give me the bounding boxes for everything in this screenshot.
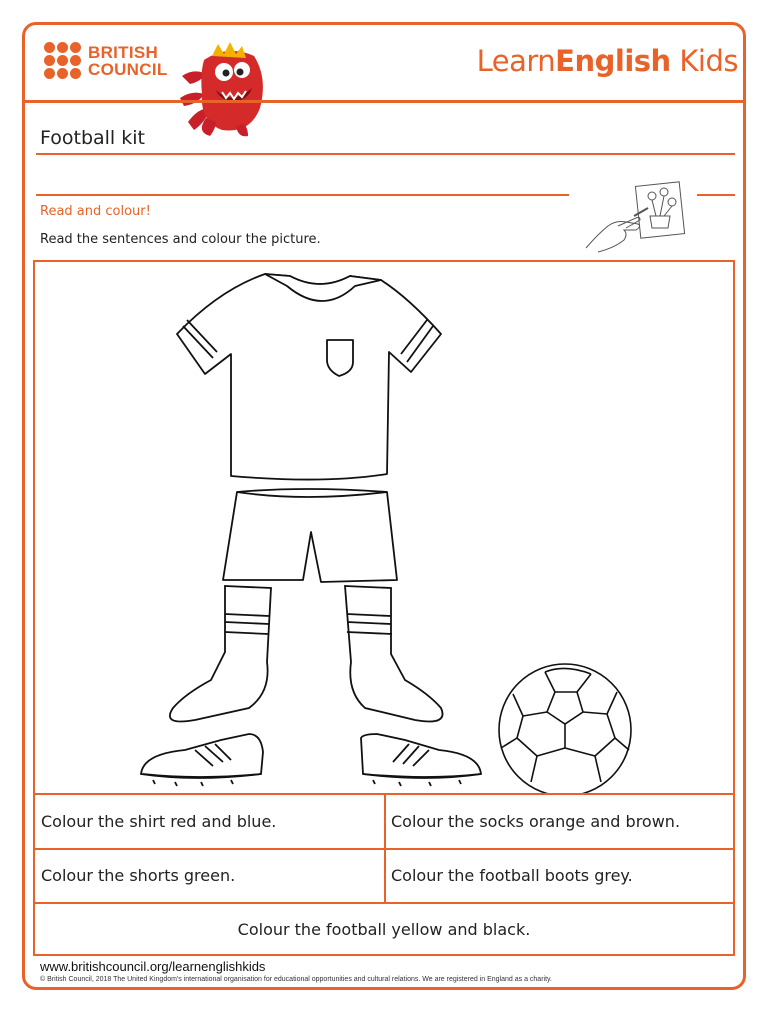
british-council-logo bbox=[44, 42, 168, 80]
logo-learn: Learn bbox=[476, 44, 556, 78]
footer-copyright: © British Council, 2018 The United Kingdom's international organisation for educational opportunities and cultural relations. We are registered in England as a charity. bbox=[40, 976, 552, 983]
sentence-socks: Colour the socks orange and brown. bbox=[391, 812, 681, 831]
football-drawing[interactable] bbox=[499, 664, 631, 795]
monster-mascot-icon bbox=[176, 38, 271, 138]
left-boot-drawing[interactable] bbox=[141, 734, 263, 786]
brand-line-2: COUNCIL bbox=[88, 60, 168, 79]
sentence-football: Colour the football yellow and black. bbox=[237, 920, 531, 939]
brand-line-1: BRITISH bbox=[88, 43, 159, 62]
sentence-shorts: Colour the shorts green. bbox=[41, 866, 236, 885]
right-boot-drawing[interactable] bbox=[361, 734, 481, 786]
shorts-drawing[interactable] bbox=[223, 489, 397, 582]
sentence-boots: Colour the football boots grey. bbox=[391, 866, 633, 885]
picture-area bbox=[33, 260, 735, 793]
hand-colouring-icon bbox=[578, 178, 688, 258]
page-title: Football kit bbox=[40, 127, 145, 149]
logo-english: English bbox=[555, 44, 671, 78]
footer-url-link[interactable]: www.britishcouncil.org/learnenglishkids bbox=[40, 959, 266, 974]
sentence-shirt: Colour the shirt red and blue. bbox=[41, 812, 277, 831]
section-divider-left bbox=[36, 194, 569, 196]
shirt-drawing[interactable] bbox=[177, 274, 441, 480]
learnenglish-kids-logo bbox=[477, 44, 738, 78]
header-divider bbox=[25, 100, 743, 103]
right-sock-drawing[interactable] bbox=[345, 586, 443, 722]
activity-instruction: Read the sentences and colour the picture. bbox=[40, 232, 321, 247]
sentences-table bbox=[33, 793, 735, 956]
activity-subtitle: Read and colour! bbox=[40, 204, 151, 219]
section-divider-right bbox=[697, 194, 735, 196]
left-sock-drawing[interactable] bbox=[170, 586, 271, 722]
title-underline bbox=[36, 153, 735, 155]
logo-kids: Kids bbox=[670, 44, 738, 78]
british-council-dots-icon bbox=[44, 42, 82, 80]
